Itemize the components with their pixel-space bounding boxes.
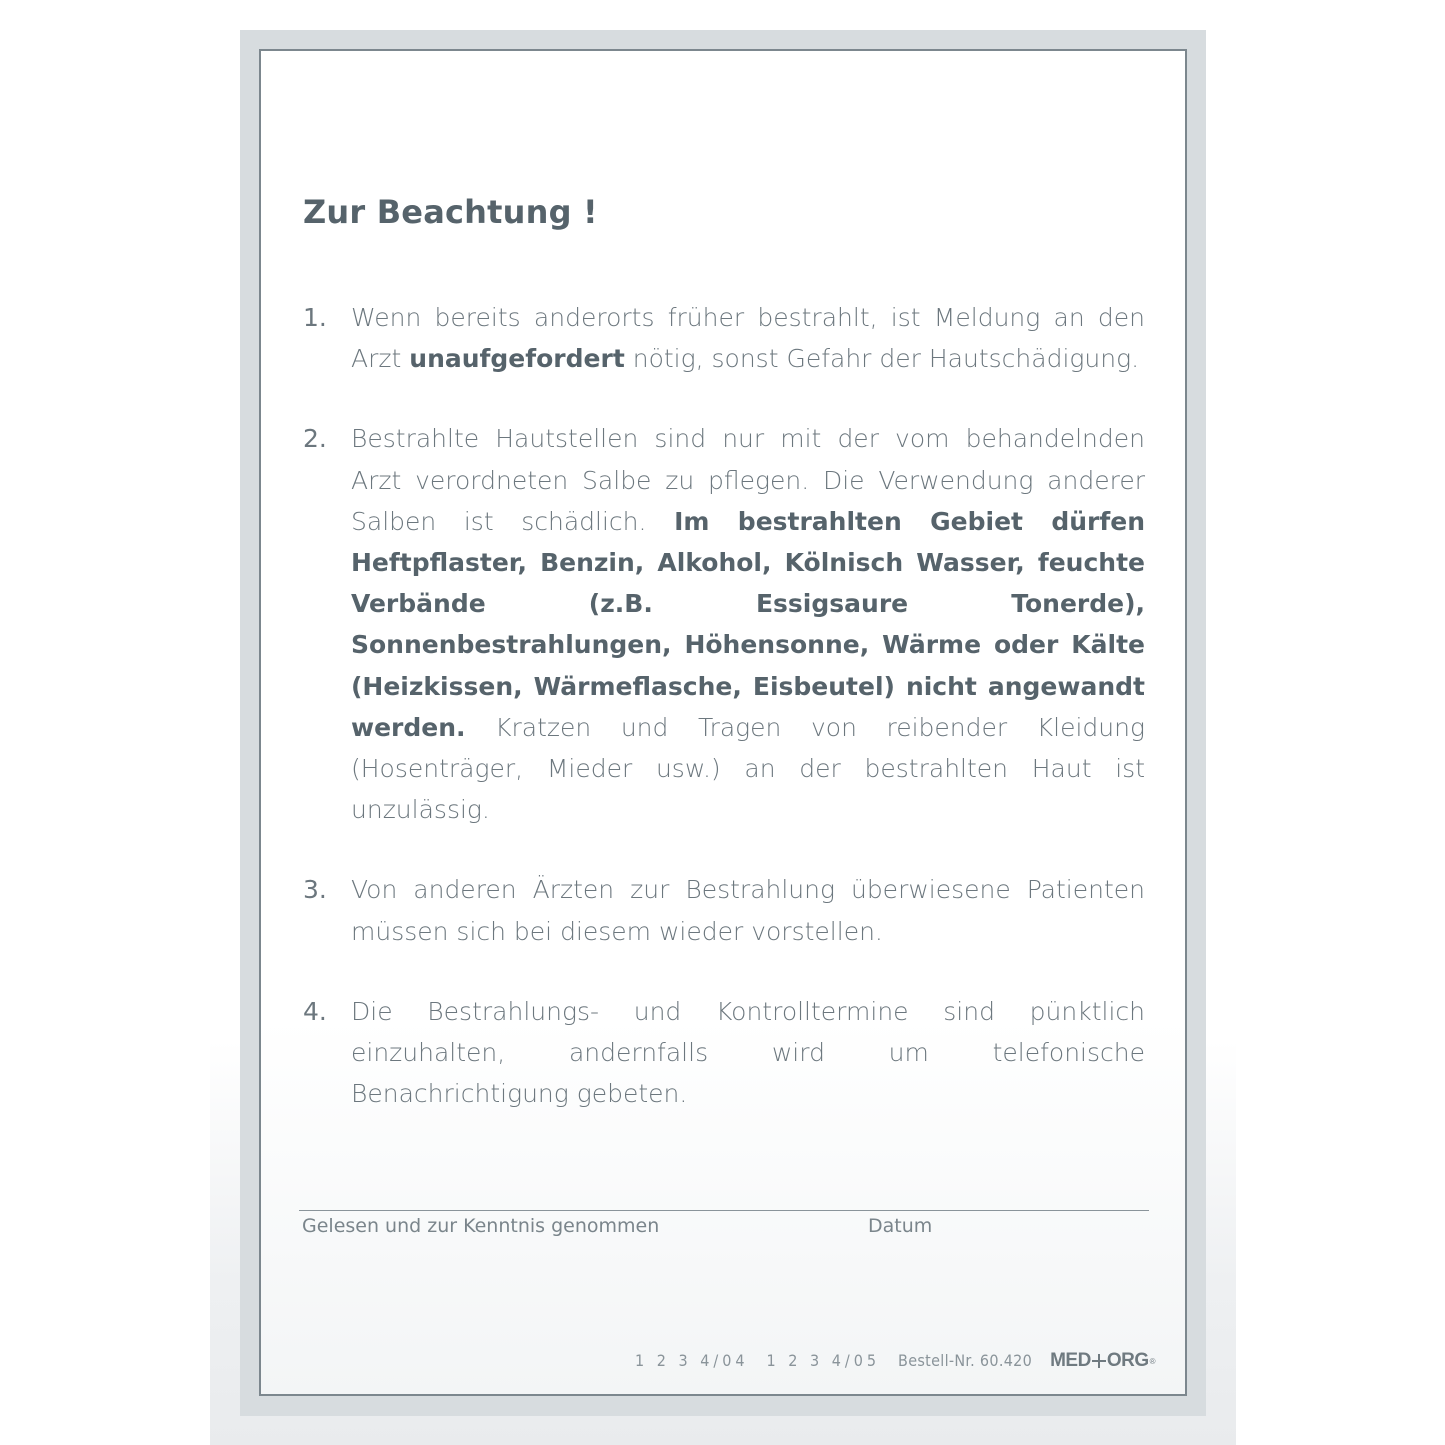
signature-line bbox=[299, 1210, 1149, 1211]
plus-icon bbox=[1092, 1354, 1106, 1368]
item-text-segment: Von anderen Ärzten zur Bestrahlung überwiesene Patienten müssen sich bei diesem wieder vorstellen. bbox=[351, 875, 1145, 946]
list-item bbox=[303, 869, 1145, 951]
print-codes-2005: 1 2 3 4/05 bbox=[766, 1351, 881, 1370]
logo-org: ORG bbox=[1106, 1350, 1149, 1371]
item-text-bold: Im bestrahlten Gebiet dürfen Heftpflaster, Benzin, Alkohol, Kölnisch Wasser, feuchte Verbände (z.B. Essigsaure Tonerde), Sonnenbestrahlungen, Höhensonne, Wärme oder Kälte (Heizkissen, Wärmeflasche, Eisbeutel) nicht angewandt werden. bbox=[351, 506, 1145, 742]
date-label: Datum bbox=[868, 1215, 933, 1237]
item-text bbox=[351, 869, 1145, 951]
document-title: Zur Beachtung ! bbox=[303, 193, 598, 231]
item-text-segment: nötig, sonst Gefahr der Hautschädigung. bbox=[624, 344, 1140, 374]
list-item bbox=[303, 991, 1145, 1115]
item-text-segment: Bestrahlte Hautstellen sind nur mit der vom behandelnden Arzt verordneten Salbe zu pflegen. Die Verwendung anderer Salben ist schädlich. bbox=[351, 424, 1145, 536]
item-text-segment: Die Bestrahlungs- und Kontrolltermine sind pünktlich einzuhalten, andernfalls wird um telefonische Benachrichtigung gebeten. bbox=[351, 996, 1145, 1109]
item-text-bold: unaufgefordert bbox=[409, 344, 625, 374]
instruction-list bbox=[303, 297, 1145, 1153]
list-item bbox=[303, 418, 1145, 830]
read-acknowledged-label: Gelesen und zur Kenntnis genommen bbox=[302, 1215, 660, 1237]
item-number: 1. bbox=[303, 303, 327, 332]
item-text-segment: Kratzen und Tragen von reibender Kleidung (Hosenträger, Mieder usw.) an der bestrahlten Haut ist unzulässig. bbox=[351, 712, 1145, 825]
order-number: Bestell-Nr. 60.420 bbox=[898, 1351, 1033, 1370]
item-number: 2. bbox=[303, 424, 327, 454]
item-text bbox=[351, 418, 1145, 830]
logo-med: MED bbox=[1050, 1350, 1091, 1371]
item-text bbox=[351, 991, 1145, 1115]
registered-mark: ® bbox=[1149, 1356, 1155, 1366]
footer bbox=[635, 1350, 1155, 1372]
print-codes-2004: 1 2 3 4/04 bbox=[635, 1351, 749, 1370]
med-org-logo bbox=[1050, 1350, 1155, 1372]
item-text-segment: Wenn bereits anderorts früher bestrahlt, ist Meldung an den Arzt bbox=[351, 303, 1145, 374]
item-text bbox=[351, 297, 1145, 379]
list-item bbox=[303, 297, 1145, 379]
item-number: 3. bbox=[303, 875, 327, 905]
notice-sheet bbox=[259, 49, 1187, 1396]
item-number: 4. bbox=[303, 996, 327, 1026]
